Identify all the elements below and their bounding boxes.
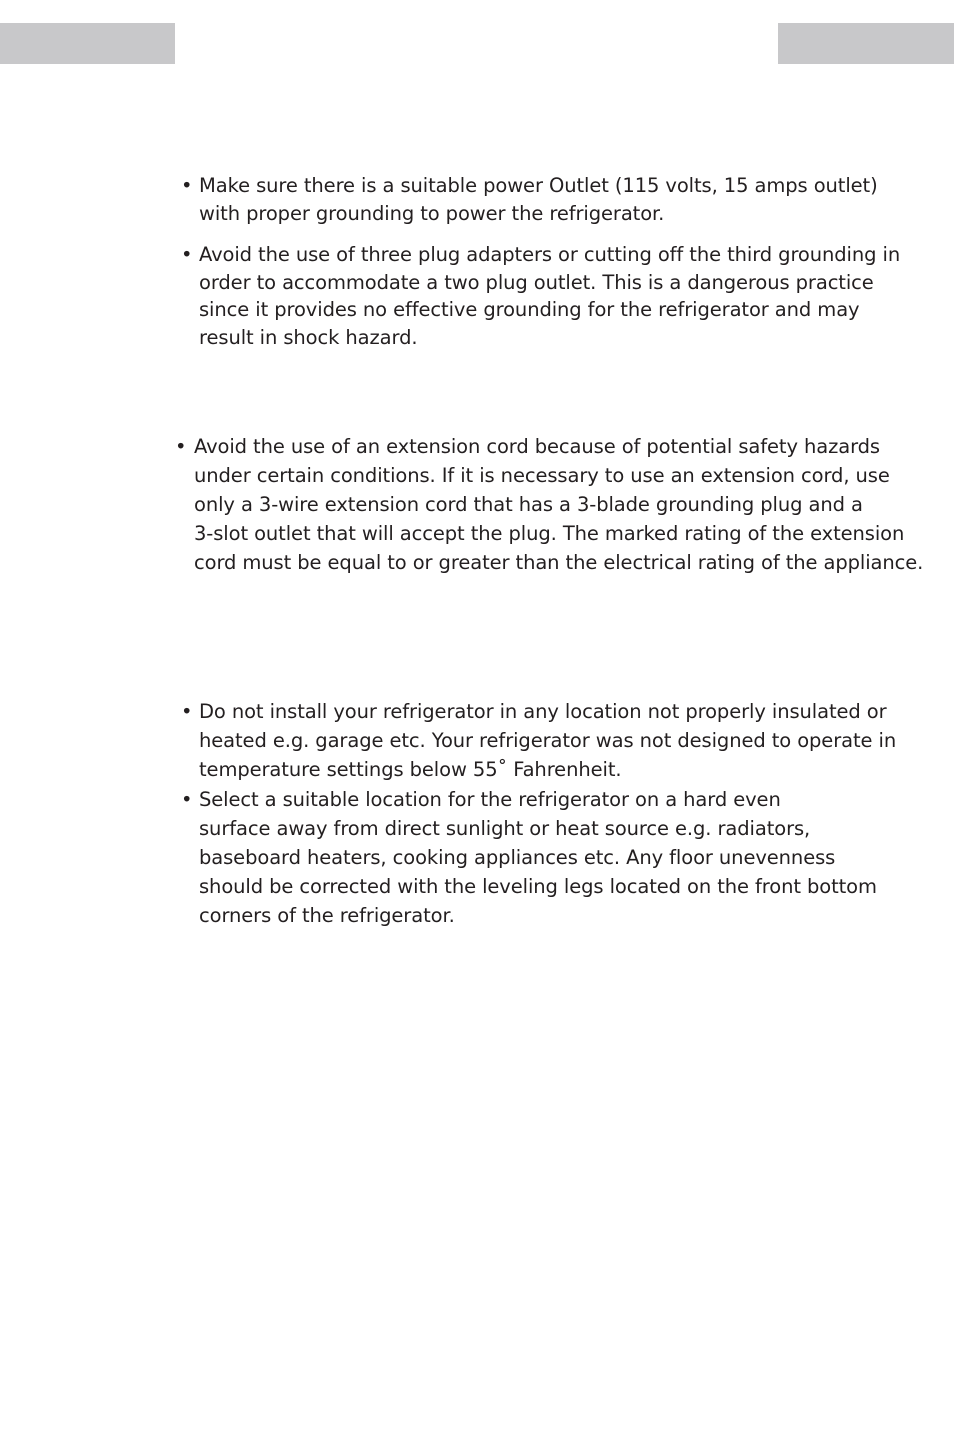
text-line: cord must be equal to or greater than the electrical rating of the appliance. xyxy=(194,551,924,574)
text-line: Make sure there is a suitable power Outlet (115 volts, 15 amps outlet) xyxy=(199,174,878,197)
text-line: Select a suitable location for the refrigerator on a hard even xyxy=(199,788,781,811)
bullet-dot: • xyxy=(175,435,187,458)
bullet-item xyxy=(175,432,924,577)
text-line: 3-slot outlet that will accept the plug. The marked rating of the extension xyxy=(194,522,905,545)
header-tab-left xyxy=(0,23,175,64)
text-line: corners of the refrigerator. xyxy=(199,904,455,927)
bullet-dot: • xyxy=(181,788,193,811)
bullet-item xyxy=(181,785,879,930)
bullet-dot: • xyxy=(181,243,193,266)
bullet-item xyxy=(181,172,879,227)
text-line: Do not install your refrigerator in any location not properly insulated or xyxy=(199,700,887,723)
text-line: should be corrected with the leveling legs located on the front bottom xyxy=(199,875,877,898)
text-line: surface away from direct sunlight or heat source e.g. radiators, xyxy=(199,817,811,840)
header-tab-right xyxy=(778,23,954,64)
text-line: result in shock hazard. xyxy=(199,325,418,349)
text-line: only a 3-wire extension cord that has a 3-blade grounding plug and a xyxy=(194,493,863,516)
text-line: under certain conditions. If it is necessary to use an extension cord, use xyxy=(194,464,890,487)
text-line: baseboard heaters, cooking appliances etc. Any floor unevenness xyxy=(199,846,836,869)
bullet-dot: • xyxy=(181,174,193,197)
bullet-item xyxy=(181,697,897,784)
text-line: order to accommodate a two plug outlet. This is a dangerous practice xyxy=(199,270,874,294)
bullet-dot: • xyxy=(181,700,193,723)
text-line: with proper grounding to power the refrigerator. xyxy=(199,201,665,225)
text-line: Avoid the use of three plug adapters or cutting off the third grounding in xyxy=(199,243,901,266)
text-line: since it provides no effective grounding for the refrigerator and may xyxy=(199,298,860,321)
text-line: Avoid the use of an extension cord because of potential safety hazards xyxy=(194,435,880,458)
text-line: temperature settings below 55˚ Fahrenheit. xyxy=(199,758,622,781)
bullet-item xyxy=(181,241,901,351)
text-line: heated e.g. garage etc. Your refrigerator was not designed to operate in xyxy=(199,729,897,752)
